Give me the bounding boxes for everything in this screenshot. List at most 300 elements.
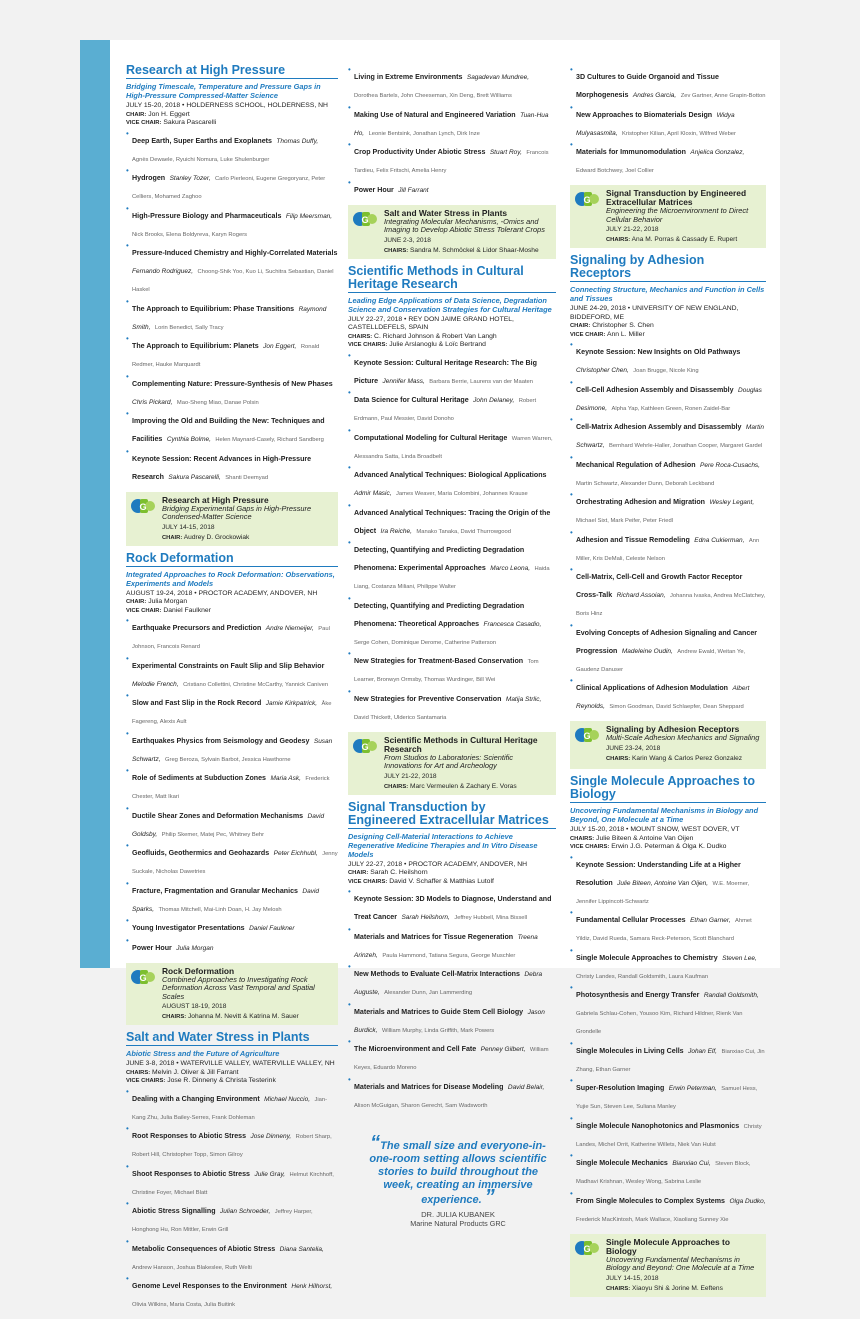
session-item [570, 379, 766, 415]
session-participants: Dorothea Bartels, John Cheeseman, Xin Deng, Brett Williams [354, 93, 512, 99]
grs-subtitle: Uncovering Fundamental Mechanisms in Biology and Beyond: One Molecule at a Time [606, 1254, 755, 1272]
session-item [570, 141, 766, 177]
session-participants: Andrew Hanson, Joshua Blakeslee, Ruth Welti [132, 1264, 252, 1271]
session-speaker: Jamie Kirkpatrick, [265, 700, 318, 707]
grs-title: Rock Deformation [162, 965, 235, 976]
session-speaker: Ira Reiche, [380, 527, 412, 535]
session-title: Keynote Session: 3D Models to Diagnose, Understand and Treat Cancer [354, 895, 552, 921]
session-participants: Jian-Kang Zhu, Julia Bailey-Serres, Frank Dohleman [132, 1096, 328, 1121]
session-title: Pressure-Induced Chemistry and Highly-Correlated Materials [132, 249, 338, 257]
session-title: Detecting, Quantifying and Predicting Degradation Phenomena: Theoretical Approaches [354, 601, 525, 628]
session-list [570, 66, 766, 177]
session-item [348, 1001, 556, 1037]
session-participants: Robert Erdmann, Paul Messier, David Donoho [354, 398, 537, 422]
session-speaker: Maria Ask, [270, 775, 301, 782]
session-speaker: Melodie French, [132, 680, 179, 688]
session-speaker: David Sparks, [132, 887, 320, 913]
chairs-label: VICE CHAIR: [570, 331, 606, 338]
session-title: Fundamental Cellular Processes [576, 916, 686, 924]
section-chairs [126, 111, 338, 120]
grs-chairs-names: Johanna M. Nevitt & Katrina M. Sauer [188, 1013, 299, 1020]
grs-chairs [606, 236, 762, 244]
conference-section [126, 64, 338, 484]
grs-seminar-body [384, 209, 552, 255]
grs-chairs [606, 755, 762, 763]
chairs-names: Melvin J. Oliver & Jill Farrant [152, 1068, 239, 1076]
session-item [126, 880, 338, 916]
session-title: Shoot Responses to Abiotic Stress [132, 1169, 250, 1178]
section-title: Signaling by Adhesion Receptors [570, 253, 705, 280]
section-subtitle: Connecting Structure, Mechanics and Function in Cells and Tissues [570, 285, 765, 303]
grs-chairs [162, 534, 334, 542]
session-speaker: Stuart Roy, [489, 149, 522, 156]
section-rule [126, 566, 338, 567]
session-speaker: Ethan Garner, [690, 917, 731, 924]
svg-text:G: G [139, 501, 147, 512]
chairs-names: David V. Schaffer & Matthias Lutolf [389, 877, 494, 885]
session-title: Single Molecule Mechanics [576, 1159, 668, 1167]
session-speaker: Jason Burdick, [354, 1008, 545, 1034]
session-participants: Michael Sixt, Mark Peifer, Peter Friedl [576, 518, 673, 524]
chairs-label: CHAIRS: [348, 333, 373, 340]
session-item [570, 1152, 766, 1188]
svg-text:G: G [583, 195, 591, 205]
session-participants: Warren Warren, Alessandra Satta, Linda Broadbelt [354, 435, 553, 460]
session-participants: Olivia Wilkins, Maria Costa, Julia Buitink [132, 1302, 236, 1308]
session-participants: Bernhard Wehrle-Haller, Jonathan Cooper, Margaret Gardel [609, 443, 763, 449]
session-item [126, 242, 338, 296]
grs-subtitle: From Studios to Laboratories: Scientific Innovations for Art and Archeology [384, 752, 513, 770]
session-title: Young Investigator Presentations [132, 924, 245, 932]
session-speaker: Sagadevan Mundree, [466, 74, 530, 81]
session-participants: Greg Beroza, Sylvain Barbot, Jessica Hawthorne [165, 756, 291, 763]
session-participants: Agnès Dewaele, Ryuichi Nomura, Luke Shulenburger [132, 156, 270, 163]
grs-dates: JULY 14-15, 2018 [162, 523, 215, 531]
session-title: Dealing with a Changing Environment [132, 1094, 260, 1103]
session-title: High-Pressure Biology and Pharmaceuticals [132, 211, 282, 220]
session-participants: James Weaver, Maria Colombini, Johannes Krause [396, 491, 528, 497]
session-speaker: David Goldsby, [132, 812, 325, 838]
chairs-names: Jose R. Dinneny & Christa Testerink [167, 1077, 276, 1084]
session-participants: Ahmet Yildiz, David Rueda, Samara Reck-Peterson, Scott Blanchard [576, 918, 752, 942]
session-item [348, 688, 556, 724]
section-date-location: JUNE 24-29, 2018 • UNIVERSITY OF NEW ENGLAND, BIDDEFORD, ME [570, 305, 739, 321]
session-participants: Jeffrey Harper, Honghong Hu, Ron Mittler, Erwin Grill [132, 1209, 313, 1233]
grc-logo-icon [353, 210, 377, 228]
session-title: Keynote Session: Cultural Heritage Research: The Big Picture [354, 358, 537, 385]
session-speaker: Andre Niemeijer, [265, 625, 314, 632]
session-speaker: Julian Schroeder, [220, 1208, 271, 1215]
session-participants: Frederick Chester, Matt Ikari [132, 776, 330, 800]
section-title: Salt and Water Stress in Plants [126, 1030, 310, 1044]
session-speaker: Albert Reynolds, [576, 685, 750, 710]
grs-seminar-body [384, 736, 552, 791]
session-speaker: Andres Garcia, [632, 92, 677, 99]
session-speaker: Sakura Pascarelli, [168, 473, 221, 481]
grc-logo-icon [575, 1239, 599, 1257]
session-title: Keynote Session: New Insights on Old Pathways [576, 348, 741, 356]
session-speaker: Fernando Rodriguez, [132, 268, 194, 275]
grs-chairs [606, 1285, 762, 1293]
session-title: Materials and Matrices for Tissue Regeneration [354, 932, 514, 941]
chairs-label: CHAIR: [570, 323, 591, 329]
session-participants: Frederick MacKintosh, Mark Wallace, Xiaoliang Sunney Xie [576, 1216, 729, 1223]
grs-seminar-box [570, 185, 766, 248]
session-speaker: David Belair, [507, 1083, 545, 1091]
conference-section [570, 775, 766, 1226]
grs-seminar-body [606, 189, 762, 244]
session-title: Making Use of Natural and Engineered Variation [354, 110, 516, 119]
session-title: Detecting, Quantifying and Predicting Degradation Phenomena: Experimental Approaches [354, 546, 525, 572]
session-item [570, 622, 766, 676]
chairs-names: Sakura Pascarelli [163, 119, 217, 126]
session-participants: Barbara Berrie, Laurens van der Maaten [429, 378, 534, 385]
grs-seminar-box [570, 1234, 766, 1297]
session-speaker: Diana Santelia, [279, 1245, 324, 1253]
session-list [348, 352, 556, 724]
session-speaker: Matija Strlic, [505, 695, 542, 703]
session-item [570, 909, 766, 945]
section-rule [570, 281, 766, 282]
session-speaker: Anjelica Gonzalez, [690, 149, 745, 156]
session-title: New Approaches to Biomaterials Design [576, 110, 713, 119]
session-participants: Alison McGuigan, Sharon Gerecht, Sam Wadsworth [354, 1102, 488, 1109]
testimonial-quote [368, 1131, 548, 1228]
session-title: Experimental Constraints on Fault Slip and Slip Behavior [132, 661, 325, 670]
section-title: Single Molecule Approaches to Biology [570, 774, 755, 801]
quote-text-block [368, 1131, 548, 1208]
session-participants: Haida Liang, Costanza Miliani, Philippe Walter [354, 566, 550, 590]
grs-chairs-label: CHAIRS: [384, 247, 409, 254]
session-item [126, 1163, 338, 1199]
session-list [126, 130, 338, 484]
session-item [126, 1275, 338, 1311]
chairs-label: CHAIR: [126, 599, 147, 605]
session-speaker: Raymond Smith, [132, 305, 327, 331]
chairs-label: VICE CHAIRS: [126, 1078, 166, 1084]
grs-chairs-label: CHAIRS: [384, 783, 409, 790]
session-list [126, 1088, 338, 1312]
session-speaker: Jill Farrant [398, 186, 429, 194]
session-speaker: Edna Cukierman, [694, 536, 745, 544]
session-title: Metabolic Consequences of Abiotic Stress [132, 1244, 276, 1253]
grs-dates: JUNE 2-3, 2018 [384, 236, 431, 244]
session-speaker: Julia Morgan [176, 944, 214, 952]
conference-section [126, 1031, 338, 1311]
session-participants: Joan Brugge, Nicole King [633, 368, 699, 374]
grs-title: Signal Transduction by Engineered Extracellular Matrices [606, 188, 747, 207]
session-participants: Jenny Suckale, Nicholas Dawetries [132, 851, 338, 875]
session-participants: Carlo Pierleoni, Eugene Gregoryanz, Peter Celliers, Mohamed Zaghoo [132, 176, 326, 200]
session-title: Data Science for Cultural Heritage [354, 396, 469, 404]
session-title: New Strategies for Treatment-Based Conservation [354, 657, 524, 665]
grs-seminar-body [606, 1238, 762, 1293]
session-item [348, 389, 556, 425]
session-participants: Gabriela Schlau-Cohen, Yousoo Kim, Richard Hildner, Rienk Van Grondelle [576, 1011, 743, 1035]
session-item [570, 454, 766, 490]
session-item [126, 167, 338, 203]
session-item [570, 341, 766, 377]
section-chairs [348, 878, 556, 887]
session-participants: Choong-Shik Yoo, Kuo Li, Suchitra Sebastian, Daniel Haskel [132, 269, 334, 293]
session-speaker: Jon Eggert, [263, 343, 297, 350]
session-title: Cell-Matrix, Cell-Cell and Growth Factor Receptor Cross-Talk [576, 573, 743, 599]
session-participants: Zev Gartner, Anne Grapin-Botton [680, 93, 766, 99]
section-rule [570, 802, 766, 803]
session-speaker: Filip Meersman, [285, 212, 333, 220]
session-speaker: Tuan-Hua Ho, [354, 111, 549, 137]
grc-logo-icon [353, 737, 377, 755]
conference-section [348, 265, 556, 724]
session-participants: Thomas Mitchell, Mai-Linh Doan, H. Jay Melosh [158, 906, 282, 913]
session-item [126, 1088, 338, 1124]
session-item [348, 1038, 556, 1074]
session-item [570, 854, 766, 908]
section-rule [126, 1045, 338, 1046]
grs-chairs [384, 783, 552, 791]
session-participants: Lorin Benedict, Sally Tracy [154, 324, 224, 331]
session-speaker: Erwin Peterman, [668, 1085, 717, 1092]
grs-subtitle: Combined Approaches to Investigating Rock Deformation Across Vast Temporal and Spatial Scales [162, 974, 315, 1001]
session-speaker: Susan Schwartz, [132, 737, 333, 763]
session-title: Complementing Nature: Pressure-Synthesis of New Phases [132, 379, 333, 388]
session-item [126, 842, 338, 878]
session-participants: Christy Landes, Michel Orrit, Katherine Willets, Niek Van Hulst [576, 1123, 762, 1148]
session-participants: Bianxiao Cui, Jin Zhang, Ethan Garner [576, 1048, 765, 1073]
column-3 [570, 64, 766, 1303]
section-subtitle: Bridging Timescale, Temperature and Pressure Gaps in High-Pressure Compressed-Matter Science [126, 82, 321, 100]
session-item [126, 298, 338, 334]
session-title: Adhesion and Tissue Remodeling [576, 535, 690, 544]
session-speaker: Richard Assoian, [616, 592, 666, 599]
session-participants: Jeffrey Hubbell, Mina Bissell [454, 915, 528, 921]
chairs-label: VICE CHAIRS: [348, 878, 388, 885]
chairs-names: Sarah C. Heilshorn [370, 869, 428, 876]
session-participants: Cristiano Collettini, Christine McCarthy, Yannick Caniven [183, 681, 329, 688]
session-title: Advanced Analytical Techniques: Biological Applications [354, 471, 547, 479]
session-item [570, 66, 766, 102]
conference-section [348, 801, 556, 1112]
session-title: The Microenvironment and Cell Fate [354, 1045, 477, 1053]
session-title: Photosynthesis and Energy Transfer [576, 991, 700, 999]
session-item [570, 1077, 766, 1113]
session-speaker: Julie Gray, [254, 1170, 286, 1178]
session-title: Materials for Immunomodulation [576, 148, 686, 156]
session-speaker: Penney Gilbert, [480, 1046, 526, 1053]
session-item [348, 104, 556, 140]
session-participants: Tom Learner, Bronwyn Ormsby, Thomas Wurdinger, Bill Wei [354, 659, 539, 683]
session-item [570, 1190, 766, 1226]
section-chairs [348, 869, 556, 878]
section-subtitle: Designing Cell-Material Interactions to Achieve Regenerative Medicine Therapies and In Vitro Disease Models [348, 831, 538, 859]
session-title: Single Molecule Approaches to Chemistry [576, 953, 718, 962]
session-speaker: Thomas Duffy, [276, 137, 319, 145]
session-item [348, 539, 556, 593]
session-item [348, 1076, 556, 1112]
left-color-bar [80, 40, 110, 968]
session-participants: Alexander Dunn, Jan Lammerding [384, 990, 473, 996]
section-chairs [348, 333, 556, 342]
section-date-location: JULY 22-27, 2018 • REY DON JAIME GRAND HOTEL, CASTELLDEFELS, SPAIN [348, 315, 514, 331]
session-list [348, 66, 556, 197]
open-quote-icon: “ [370, 1131, 381, 1154]
session-title: Ductile Shear Zones and Deformation Mechanisms [132, 811, 304, 820]
session-speaker: Admir Masic, [354, 490, 392, 497]
column-1 [126, 64, 338, 1319]
grs-seminar-box [348, 205, 556, 259]
session-item [126, 130, 338, 166]
grs-chairs-label: CHAIRS: [606, 237, 631, 243]
grs-chairs-names: Sandra M. Schmöckel & Lidor Shaar-Moshe [410, 246, 539, 254]
session-title: Fracture, Fragmentation and Granular Mechanics [132, 886, 298, 895]
grs-chairs-names: Audrey D. Grockowiak [183, 533, 250, 541]
grs-seminar-box [570, 721, 766, 769]
session-title: From Single Molecules to Complex Systems [576, 1196, 726, 1205]
session-item [570, 416, 766, 452]
section-chairs [570, 843, 766, 852]
session-title: New Strategies for Preventive Conservation [354, 694, 502, 703]
chairs-names: Jon H. Eggert [148, 110, 190, 118]
section-subtitle: Abiotic Stress and the Future of Agriculture [126, 1049, 280, 1058]
section-date-location: AUGUST 19-24, 2018 • PROCTOR ACADEMY, ANDOVER, NH [126, 589, 318, 597]
grs-chairs-label: CHAIRS: [162, 1014, 187, 1020]
grs-chairs-label: CHAIRS: [606, 755, 631, 762]
chairs-label: CHAIR: [348, 870, 369, 876]
session-participants: Samuel Hess, Yujie Sun, Steven Lee, Suliana Manley [576, 1086, 758, 1110]
grs-title: Single Molecule Approaches to Biology [606, 1236, 730, 1256]
session-speaker: Debra Auguste, [354, 971, 543, 996]
svg-text:G: G [583, 1243, 591, 1254]
grs-chairs-label: CHAIRS: [606, 1285, 631, 1292]
chairs-names: Julie Arslanoglu & Loïc Bertrand [389, 341, 486, 348]
session-participants: Francois Tardieu, Felix Fritschi, Amelia Henry [354, 150, 549, 174]
grc-logo-icon [575, 190, 599, 208]
session-speaker: Widya Mulyasasmita, [576, 111, 735, 137]
grs-seminar-box [126, 963, 338, 1026]
session-item [126, 1125, 338, 1161]
session-title: Materials and Matrices to Guide Stem Cell Biology [354, 1007, 524, 1016]
grs-seminar-body [606, 725, 762, 763]
grs-subtitle: Integrating Molecular Mechanisms, -Omics and Imaging to Develop Abiotic Stress Tolerant Crops [384, 216, 545, 234]
grs-chairs-label: CHAIR: [162, 534, 183, 541]
session-speaker: Treena Arinzeh, [354, 933, 538, 959]
session-list [348, 888, 556, 1112]
session-participants: Steven Block, Madhavi Krishnan, Wesley Wong, Sabrina Leslie [576, 1161, 751, 1185]
session-title: Root Responses to Abiotic Stress [132, 1132, 247, 1140]
session-participants: Alpha Yap, Kathleen Green, Ronen Zaidel-Bar [611, 405, 731, 412]
session-item [570, 1040, 766, 1076]
continued-session-list [570, 66, 766, 177]
grs-dates: AUGUST 18-19, 2018 [162, 1003, 227, 1010]
session-item [570, 947, 766, 983]
session-item [126, 917, 338, 935]
section-chairs [348, 341, 556, 350]
grs-dates: JULY 21-22, 2018 [606, 226, 659, 233]
session-speaker: John Delaney, [473, 397, 515, 404]
session-title: The Approach to Equilibrium: Planets [132, 342, 259, 350]
section-chairs [126, 119, 338, 128]
session-participants: Philip Skemer, Matej Pec, Whitney Behr [161, 831, 265, 838]
session-item [570, 529, 766, 565]
chairs-names: Julie Biteen & Antoine Van Oijen [596, 834, 694, 842]
quote-organization: Marine Natural Products GRC [410, 1218, 506, 1228]
session-item [348, 141, 556, 177]
grs-seminar-box [348, 732, 556, 795]
session-participants: Shanti Deemyad [225, 474, 269, 481]
grs-subtitle: Engineering the Microenvironment to Direct Cellular Behavior [606, 206, 749, 224]
continued-session-list [348, 66, 556, 197]
session-item [570, 677, 766, 713]
session-speaker: Marco Leona, [490, 565, 530, 572]
grs-dates: JUNE 23-24, 2018 [606, 744, 661, 752]
session-item [126, 730, 338, 766]
chairs-label: CHAIRS: [126, 1069, 151, 1076]
session-title: Computational Modeling for Cultural Heritage [354, 433, 508, 442]
session-speaker: Sarah Heilshorn, [401, 914, 450, 921]
session-participants: Manako Tanaka, David Thurrowgood [416, 528, 511, 535]
grs-chairs-names: Marc Vermeulen & Zachary E. Voras [410, 782, 517, 790]
session-participants: Ann Miller, Kris DeMali, Celeste Nelson [576, 537, 760, 562]
svg-text:G: G [583, 731, 591, 741]
grs-seminar-box [126, 492, 338, 546]
chairs-names: C. Richard Johnson & Robert Van Langh [374, 332, 497, 340]
session-title: Mechanical Regulation of Adhesion [576, 460, 696, 469]
session-title: Improving the Old and Building the New: Techniques and Facilities [132, 417, 325, 443]
session-speaker: Jennifer Mass, [382, 377, 425, 385]
session-item [348, 595, 556, 649]
session-title: Power Hour [132, 943, 172, 952]
session-speaker: Pere Roca-Cusachs, [700, 461, 760, 469]
session-item [348, 926, 556, 962]
session-participants: Paul Johnson, Francois Renard [132, 626, 330, 650]
session-speaker: Stanley Tozer, [169, 175, 211, 182]
session-participants: Åke Fagereng, Alexis Ault [132, 701, 332, 725]
chairs-names: Christopher S. Chen [592, 322, 654, 329]
session-title: 3D Cultures to Guide Organoid and Tissue Morphogenesis [576, 73, 719, 99]
session-list [570, 854, 766, 1226]
chairs-label: VICE CHAIRS: [348, 342, 388, 348]
session-participants: William Keyes, Eduardo Moreno [354, 1047, 549, 1071]
session-item [348, 963, 556, 999]
section-date-location: JULY 22-27, 2018 • PROCTOR ACADEMY, ANDOVER, NH [348, 860, 528, 868]
session-title: Single Molecule Nanophotonics and Plasmonics [576, 1121, 740, 1130]
session-title: Role of Sediments at Subduction Zones [132, 774, 267, 782]
grc-logo-icon [575, 726, 599, 744]
session-list [126, 617, 338, 955]
section-title: Scientific Methods in Cultural Heritage Research [348, 263, 524, 291]
section-subtitle: Uncovering Fundamental Mechanisms in Biology and Beyond, One Molecule at a Time [570, 806, 759, 824]
section-rule [348, 828, 556, 829]
svg-text:G: G [361, 214, 369, 225]
session-item [348, 66, 556, 102]
session-title: Geofluids, Geothermics and Geohazards [132, 849, 270, 857]
session-title: Cell-Matrix Adhesion Assembly and Disassembly [576, 423, 742, 431]
grs-title: Research at High Pressure [162, 494, 269, 505]
chairs-label: VICE CHAIRS: [570, 844, 610, 850]
session-item [126, 410, 338, 446]
chairs-names: Ann L. Miller [606, 330, 645, 338]
session-participants: Helmut Kirchhoff, Christine Foyer, Michael Blatt [132, 1171, 334, 1196]
session-title: Power Hour [354, 185, 394, 194]
session-speaker: Henk Hilhorst, [291, 1283, 333, 1290]
session-speaker: Olga Dudko, [729, 1197, 766, 1205]
session-title: Super-Resolution Imaging [576, 1084, 665, 1092]
session-item [570, 1115, 766, 1151]
session-speaker: Cynthia Bolme, [166, 436, 211, 443]
session-speaker: Johan Elf, [688, 1047, 717, 1055]
grs-chairs [384, 247, 552, 255]
session-speaker: Peter Eichhubl, [273, 850, 318, 857]
